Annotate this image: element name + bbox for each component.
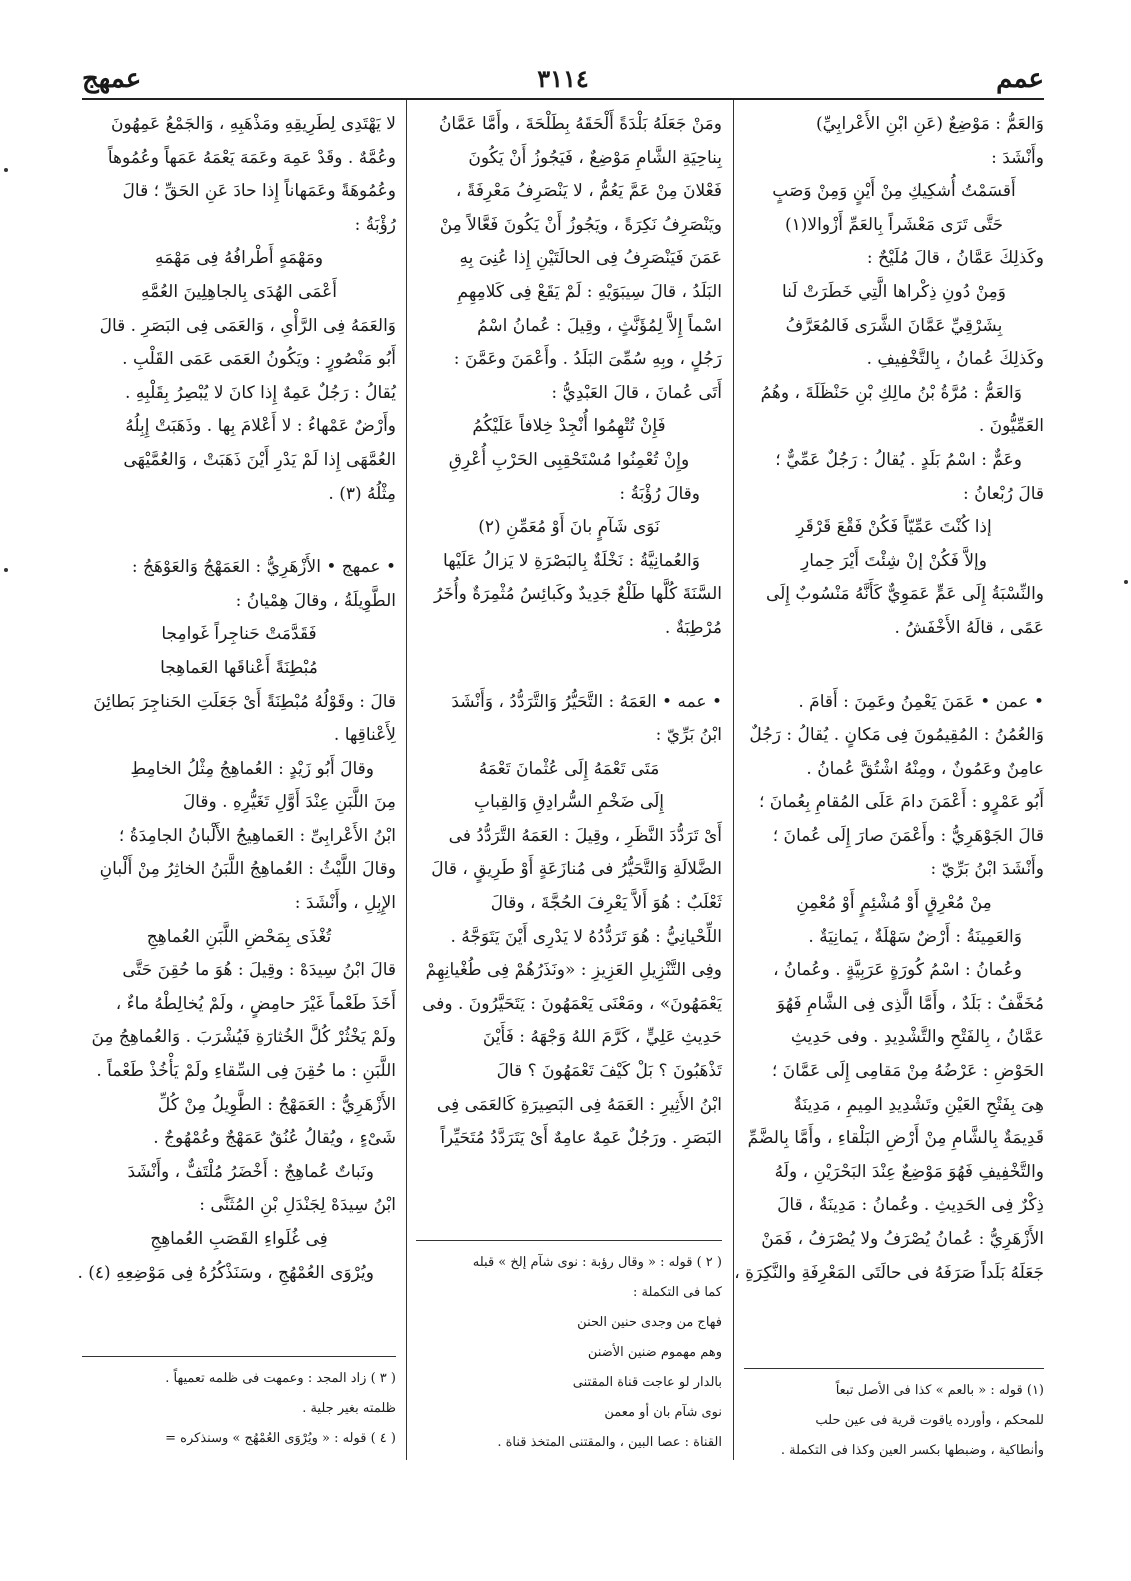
text-line: مُخَفَّفٌ : بَلَدٌ ، وأَمَّا الَّذِى فِى الشَّامِ فَهُوَ — [776, 993, 1044, 1014]
footnote-verse: بالدار لو عاجت قناة المقتنى — [572, 1375, 722, 1390]
text-line: مِثْلُهُ (٣) . — [328, 483, 396, 504]
text-line: وَالعُمُنُ : المُقِيمُونَ فِى مَكانٍ . يُقالُ : رَجُلٌ — [749, 725, 1044, 746]
text-line: رَجُلٍ ، وبِهِ سُمِّىَ البَلَدُ . وأَعْمَنَ وعَمَّنَ : — [453, 349, 722, 370]
text-line: ذِكْرٌ فِى الحَدِيثِ . وعُمانُ : مَدِينَةٌ ، قالَ — [777, 1195, 1044, 1216]
footnote-line: ( ٤ ) قوله : « ويُرْوَى العُمْهُج » وسنذكره = — [165, 1431, 396, 1446]
text-line: اللَّبَنِ : ما حُقِنَ فِى السِّقاءِ ولَمْ يَأْخُذْ طَعْماً . — [96, 1061, 396, 1082]
text-line: الأَزْهَرِيُّ : العَمَهْجُ : الطَّوِيلُ مِنْ كُلِّ — [157, 1094, 396, 1115]
footnote-rule-left — [82, 1356, 396, 1357]
footnote-rule-right — [744, 1368, 1044, 1369]
text-line: السَّنَةَ كُلَّها طَلْعٌ جَدِيدٌ وكَبائِسُ مُثْمِرَةٌ وأُخَرُ — [434, 584, 722, 605]
text-line: وَالعَمِينَةُ : أَرْضٌ سَهْلَةٌ ، يَمانِيَةٌ . — [808, 926, 1022, 947]
text-line: ابْنُ الأَعْرابِىِّ : العَماهِيجُ الأَلْبانُ الجامِدَةُ ؛ — [118, 825, 396, 846]
footnote-verse: فهاج من وجدى حنين الحنن — [577, 1315, 722, 1330]
footnote-line: كما فى التكملة : — [633, 1285, 722, 1300]
text-line: ويَنْصَرِفُ نَكِرَةً ، ويَجُوزُ أَنْ يَكُونَ فَعَّالاً مِنْ — [439, 214, 722, 235]
text-line: ونَباتٌ عُماهِجٌ : أَخْضَرُ مُلْتَفٌّ ، وأَنْشَدَ — [127, 1161, 374, 1182]
header-left-word: عمهج — [82, 64, 142, 94]
header-right-word: عمم — [996, 64, 1044, 94]
footnote-line: القناة : عصا البين ، والمقتنى المتخذ قناة . — [497, 1435, 722, 1450]
text-line: لِأَعْناقِها . — [333, 725, 396, 746]
text-line: ولَمْ يَخْثُرْ كُلَّ الخُثارَةِ فَيُشْرَبَ . وَالعُماهِجُ مِنَ — [91, 1027, 396, 1048]
column-divider-left — [406, 100, 407, 1460]
text-line: وعُمانُ : اسْمُ كُورَةٍ عَرَبِيَّةٍ . وعُمانُ ، — [773, 960, 1022, 981]
text-line: وفِى التَّنْزِيلِ العَزِيزِ : «ونَذَرُهُمْ فِى طُغْيانِهِمْ — [425, 960, 722, 981]
text-line: وعُمَّهٌ . وقَدْ عَمِهَ وعَمَهَ يَعْمَهُ عَمَهاً وعُمُوهاً — [107, 147, 396, 168]
text-line: قَدِيمَةٌ بِالشَّامِ مِنْ أَرْضِ البَلْقاءِ ، وأَمَّا بِالضَّمِّ — [747, 1128, 1044, 1149]
text-line: ويُرْوَى العُمْهُجِ ، وسَنَذْكُرُهُ فِى مَوْضِعِهِ (٤) . — [77, 1262, 374, 1283]
text-line: تَذْهَبُونَ ؟ بَلْ كَيْفَ تَعْمَهُونَ ؟ قالَ — [496, 1061, 722, 1082]
verse-line: تُغْذَى بِمَحْضِ اللَّبَنِ العُماهِجِ — [146, 926, 332, 947]
text-line: فَعْلانَ مِنْ عَمَّ يَعُمُّ ، لا يَنْصَرِفُ مَعْرِفَةً ، — [455, 181, 722, 202]
verse-line: مِنْ مُعْرِقٍ أَوْ مُشْئِمٍ أَوْ مُعْمِنِ — [796, 893, 992, 914]
text-line: وقالَ أَبُو زَيْدٍ : العُماهِجُ مِثْلُ الخامِطِ — [130, 758, 374, 779]
text-line: العُمَّهَى إِذا لَمْ يَدْرِ أَيْنَ ذَهَبَتْ ، وَالعُمَّيْهَى — [123, 449, 396, 470]
text-line: البَصَرِ . ورَجُلٌ عَمِهٌ عامِهٌ أَىْ يَتَرَدَّدُ مُتَحَيِّراً — [440, 1128, 722, 1149]
entry-heading-amn: • عمن • عَمَنَ يَعْمِنُ وعَمِنَ : أَقامَ . — [798, 691, 1044, 712]
column-left — [77, 108, 396, 1290]
verse-line: حَتَّى تَرَى مَعْشَراً بِالعَمِّ أَزْوالا(١) — [785, 214, 1003, 235]
text-line: الإِبِلِ ، وأَنْشَدَ : — [294, 893, 396, 914]
text-line: أَتَى عُمانَ ، قالَ العَبْدِيُّ : — [551, 382, 722, 403]
text-line: العَمِّيُّونَ . — [978, 416, 1044, 437]
text-line: جَعَلَهُ بَلَداً صَرَفَهُ فى حالَتَى المَعْرِفَةِ والنَّكِرَةِ ، — [734, 1262, 1044, 1283]
text-line: قالَ : وقَوْلُهُ مُبْطِنَةً أَىْ جَعَلَتِ الحَناجِرَ بَطائِنَ — [93, 691, 396, 712]
verse-line: إِلَى ضَخْمِ السُّرادِقِ وَالقِبابِ — [474, 792, 664, 813]
text-line: وَالعَمَهُ فِى الرَّأْىِ ، وَالعَمَى فِى البَصَرِ . قالَ — [99, 315, 396, 336]
footnote-line: للمحكم ، وأورده ياقوت قرية فى عين حلب — [815, 1413, 1044, 1428]
text-line: البَلَدُ ، قالَ سِيبَوَيْهِ : لَمْ يَقَعْ فِى كَلامِهِمِ — [457, 281, 722, 302]
verse-line: مَتَى تَعْمَهُ إِلَى عُثْمانَ تَعْمَهُ — [478, 758, 660, 779]
scan-mark — [4, 568, 8, 572]
text-line: والنِّسْبَةُ إِلَى عَمٍّ عَمَوِيٌّ كَأَنَّهُ مَنْسُوبٌ إِلَى — [765, 584, 1044, 605]
text-line: ابْنُ بَرِّيّ : — [655, 725, 722, 746]
text-line: وَالعَمُّ : مَوْضِعٌ (عَنِ ابْنِ الأَعْرابِيِّ) — [815, 114, 1044, 134]
verse-line: فَإِنْ تُتْهِمُوا أُنْجِدْ خِلافاً عَلَيْكُمُ — [472, 416, 666, 437]
text-line: أَىْ تَرَدُّدَ النَّظَرِ ، وقِيلَ : العَمَهُ التَّرَدُّدُ فى — [448, 825, 722, 846]
text-line: اسْماً إِلاَّ لِمُؤَنَّثٍ ، وقِيلَ : عُمانُ اسْمُ — [477, 315, 722, 336]
page-number: ٣١١٤ — [537, 64, 589, 93]
text-line: الحَوْضِ : عَرْضُهُ مِنْ مَقامِى إِلَى عَمَّانَ ؛ — [771, 1061, 1044, 1082]
text-line: الضَّلالَةِ وَالتَّحَيُّرُ فى مُنازَعَةٍ أَوْ طَرِيقٍ ، قالَ — [431, 859, 722, 880]
entry-heading-amhaj: • عمهج • الأَزْهَرِيُّ : العَمَهْجُ وَالعَوْهَجُ : — [131, 557, 396, 578]
text-line: شَىْءٍ ، ويُقالُ عُنُقٌ عَمَهْجٌ وعُمْهُوجٌ . — [153, 1128, 396, 1149]
text-line: مِنَ اللَّبَنِ عِنْدَ أَوَّلِ تَغَيُّرِهِ . وقالَ — [182, 792, 396, 813]
footnote-verse: نوى شآم بان أو معمن — [604, 1405, 722, 1420]
text-line: مُرْطِبَةٌ . — [664, 617, 722, 638]
footnotes-left — [82, 1364, 396, 1454]
text-line: الطَّوِيلَةُ ، وقالَ هِمْيانُ : — [235, 590, 396, 611]
text-line: وكَذلِكَ عَمَّانُ ، قالَ مُلَيْحٌ : — [866, 248, 1044, 269]
text-line: وكَذلِكَ عُمانُ ، بِالتَّخْفِيفِ . — [866, 349, 1044, 370]
header-rule — [82, 98, 1044, 100]
text-line: عَمَنَ فَيَنْصَرِفُ فِى الحالَتَيْنِ إِذا عُنِىَ بِهِ — [459, 248, 722, 269]
verse-line: وإلاَّ فَكُنْ إنْ شِئْتَ أَيْرَ حِمارِ — [801, 550, 987, 571]
footnote-line: ظلمته بغير جلية . — [302, 1401, 396, 1416]
verse-line: أَقسَمْتُ أُشكِيكِ مِنْ أَيْنٍ وَمِنْ وَصَبٍ — [772, 181, 1016, 202]
verse-line: وَمِنْ دُونِ ذِكْراها الَّتِي خَطَرَتْ لَنا — [782, 281, 1006, 302]
column-right — [734, 108, 1044, 1290]
text-line: عامِنٌ وعَمُونٌ ، ومِنْهُ اشْتُقَّ عُمانُ . — [806, 758, 1044, 779]
text-line: قالَ ابْنُ سِيدَهْ : وقِيلَ : هُوَ ما حُقِنَ حَتَّى — [122, 960, 396, 981]
verse-line: ومَهْمَهٍ أَطْرافُهُ فِى مَهْمَهِ — [154, 248, 324, 269]
verse-line: فَقَدَّمَتْ حَناجِراً غَوامِجا — [161, 624, 317, 645]
verse-line: مُبْطِنَةً أَعْناقَها العَماهِجا — [160, 657, 318, 678]
verse-line: نَوَى شَآمٍ بانَ أَوْ مُعَمِّنِ (٢) — [478, 517, 660, 538]
footnote-rule-middle — [416, 1240, 722, 1241]
text-line: وأَرْضٌ عَمْهاءُ : لا أَعْلامَ بِها . وذَهَبَتْ إِبِلُهُ — [125, 416, 396, 437]
text-line: عَمًى ، قالَهُ الأَخْفَشُ . — [894, 617, 1044, 638]
text-line: وعُمُوهَةً وعَمَهاناً إِذا حادَ عَنِ الحَقِّ ؛ قالَ — [122, 181, 396, 202]
text-line: بِناحِيَةِ الشَّامِ مَوْضِعٌ ، فَيَجُوزُ أَنْ يَكُونَ — [468, 147, 722, 168]
footnotes-right — [744, 1376, 1044, 1466]
text-line: وأَنْشَدَ ابْنُ بَرِّيّ : — [930, 859, 1044, 880]
text-line: الأَزْهَرِيُّ : عُمانُ يُصْرَفُ ولا يُصْرَفُ ، فَمَنْ — [761, 1229, 1044, 1249]
verse-line: أَعْمَى الهُدَى بِالجاهِلِينَ العُمَّهِ — [141, 281, 337, 302]
text-line: حَدِيثِ عَلِيٍّ ، كَرَّمَ اللهُ وَجْهَهُ : فَأَيْنَ — [482, 1027, 722, 1048]
text-line: وَالعُمانِيَّةُ : نَخْلَةٌ بِالبَصْرَةِ لا يَزالُ عَلَيْها — [443, 550, 700, 571]
text-line: ابْنُ الأَثِيرِ : العَمَهُ فِى البَصِيرَةِ كَالعَمَى فِى — [436, 1094, 722, 1115]
text-line: والتَّخْفِيفِ فَهُوَ مَوْضِعٌ عِنْدَ البَحْرَيْنِ ، ولَهُ — [774, 1161, 1044, 1182]
footnote-line: ( ٣ ) زاد المجد : وعمهت فى ظلمه تعميهاً . — [165, 1371, 396, 1386]
text-line: ثَعْلَبٌ : هُوَ أَلاَّ يَعْرِفَ الحُجَّةَ ، وقالَ — [490, 893, 722, 914]
text-line: ومَنْ جَعَلَهُ بَلْدَةً أَلْحَقَهُ بِطَلْحَةَ ، وأَمَّا عَمَّانُ — [438, 114, 722, 134]
text-line: وقالَ رُؤْبَةُ : — [619, 483, 700, 504]
text-line: لا يَهْتَدِى لِطَرِيقِهِ ومَذْهَبِهِ ، وَالجَمْعُ عَمِهُونَ — [111, 114, 396, 134]
verse-line: إذا كُنْتَ عَمِّيّاً فَكُنْ فَقْعَ قَرْقَرِ — [796, 517, 992, 538]
footnote-line: (١) قوله : « بالعم » كذا فى الأصل تبعاً — [835, 1383, 1044, 1398]
text-line: اللِّحْيانِيُّ : هُوَ تَرَدُّدُهُ لا يَدْرِى أَيْنَ يَتَوَجَّهُ . — [450, 926, 722, 947]
text-line: وعَمٌّ : اسْمُ بَلَدٍ . يُقالُ : رَجُلٌ عَمِّيٌّ ؛ — [775, 449, 1022, 470]
footnotes-middle — [416, 1248, 722, 1458]
text-line: أَبُو مَنْصُورٍ : ويَكُونُ العَمَى عَمَى القَلْبِ . — [122, 349, 396, 370]
text-line: هِىَ بِفَتْحِ العَيْنِ وتَشْدِيدِ المِيمِ ، مَدِينَةٌ — [793, 1094, 1044, 1115]
text-line: ابْنُ سِيدَهْ لِجَنْدَلِ بْنِ المُثَنَّى : — [199, 1195, 396, 1216]
entry-heading-amah: • عمه • العَمَهُ : التَّحَيُّرُ وَالتَّرَدُّدُ ، وَأَنْشَدَ — [451, 691, 722, 712]
text-line: عَمَّانُ ، بِالفَتْحِ والتَّشْدِيدِ . وفى حَدِيثِ — [790, 1027, 1044, 1048]
verse-line: وإِنْ تُعْمِنُوا مُسْتَحْقِبِى الحَرْبِ أُعْرِقِ — [448, 449, 690, 470]
verse-line: فِى غُلَواءِ القَصَبِ العُماهِجِ — [150, 1229, 328, 1249]
scan-mark — [1124, 580, 1128, 584]
footnote-line: ( ٢ ) قوله : « وقال رؤبة : نوى شآم إلخ » قبله — [472, 1255, 722, 1270]
text-line: وأَنْشَدَ : — [991, 147, 1044, 168]
text-line: قالَ رُبْعانُ : — [963, 483, 1044, 504]
verse-line: بِشَرْقِيِّ عَمَّانَ الشَّرَى فَالمُعَرَّفُ — [785, 315, 1003, 336]
text-line: يُقالُ : رَجُلٌ عَمِهٌ إِذا كانَ لا يُبْصِرُ بِقَلْبِهِ . — [125, 382, 396, 403]
footnote-line: وأنطاكية ، وضبطها بكسر العين وكذا فى التكملة . — [780, 1443, 1044, 1458]
text-line: يَعْمَهُونَ» ، ومَعْنَى يَعْمَهُونَ : يَتَحَيَّرُونَ . وفى — [422, 993, 722, 1014]
text-line: أَخَذَ طَعْماً غَيْرَ حامِضٍ ، ولَمْ يُخالِطْهُ ماءٌ ، — [115, 993, 396, 1014]
text-line: أَبُو عَمْرٍو : أَعْمَنَ دامَ عَلَى المُقامِ بِعُمانَ ؛ — [758, 792, 1044, 813]
text-line: قالَ الجَوْهَرِيُّ : وأَعْمَنَ صارَ إِلَى عُمانَ ؛ — [772, 825, 1044, 846]
scan-mark — [4, 168, 8, 172]
footnote-verse: وهم مهموم ضنين الأضنن — [587, 1345, 722, 1360]
text-line: وقالَ اللَّيْثُ : العُماهِجُ اللَّبَنُ الخاثِرُ مِنْ أَلْبانِ — [99, 859, 396, 880]
column-middle — [416, 108, 722, 1156]
text-line: رُؤْبَةُ : — [354, 214, 396, 235]
text-line: وَالعَمُّ : مُرَّةُ بْنُ مالِكِ بْنِ حَنْظَلَةَ ، وهُمُ — [760, 382, 1022, 403]
page-header — [82, 60, 1044, 100]
